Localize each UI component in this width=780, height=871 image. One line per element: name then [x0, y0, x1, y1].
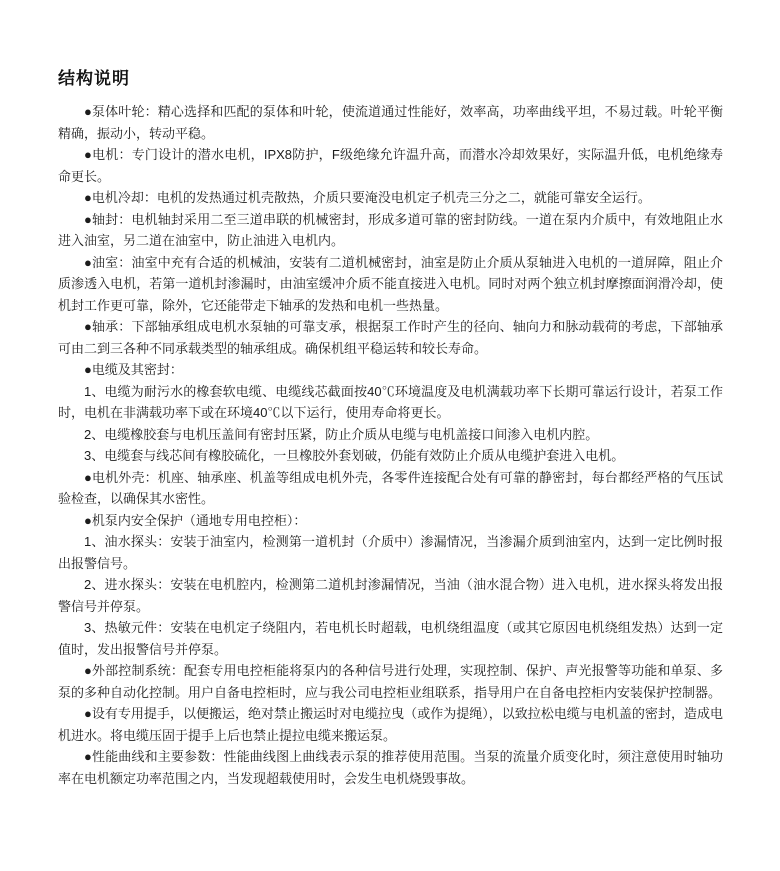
- page-title: 结构说明: [58, 69, 130, 88]
- para-protection-item-2: 2、进水探头：安装在电机腔内，检测第二道机封渗漏情况，当油（油水混合物）进入电机，进水探头将发出报警信号并停泵。: [58, 577, 723, 614]
- para-cable-item-1: 1、电缆为耐污水的橡套软电缆、电缆线芯截面按40℃环境温度及电机满载功率下长期可靠运行设计，若泵工作时，电机在非满载功率下或在环境40℃以下运行，使用寿命将更长。: [58, 383, 723, 420]
- para-safety-protection-heading: ●机泵内安全保护（通地专用电控柜）：: [84, 512, 307, 528]
- document-body: [58, 101, 723, 789]
- para-bearing: ●轴承：下部轴承组成电机水泵轴的可靠支承，根据泵工作时产生的径向、轴向力和脉动载荷的考虑，下部轴承可由二到三各种不同承载类型的轴承组成。确保机组平稳运转和较长寿命。: [58, 319, 723, 356]
- para-shaft-seal: ●轴封：电机轴封采用二至三道串联的机械密封，形成多道可靠的密封防线。一道在泵内介质中，有效地阻止水进入油室，另二道在油室中，防止油进入电机内。: [58, 211, 723, 248]
- para-cable-item-3: 3、电缆套与线芯间有橡胶硫化，一旦橡胶外套划破，仍能有效防止介质从电缆护套进入电机。: [84, 448, 625, 463]
- para-external-control: ●外部控制系统：配套专用电控柜能将泵内的各种信号进行处理，实现控制、保护、声光报警等功能和单泵、多泵的多种自动化控制。用户自备电控柜时，应与我公司电控柜业组联系，指导用户在自备电控柜内安装保护控制器。: [58, 663, 723, 700]
- para-cable-seal-heading: ●电缆及其密封：: [84, 362, 183, 377]
- para-protection-item-1: 1、油水探头：安装于油室内，检测第一道机封（介质中）渗漏情况，当渗漏介质到油室内，达到一定比例时报出报警信号。: [58, 534, 723, 571]
- para-motor: ●电机：专门设计的潜水电机，IPX8防护，F级绝缘允许温升高，而潜水冷却效果好，实际温升低，电机绝缘寿命更长。: [58, 147, 723, 184]
- para-performance-curve: ●性能曲线和主要参数：性能曲线图上曲线表示泵的推荐使用范围。当泵的流量介质变化时，须注意使用时轴功率在电机额定功率范围之内，当发现超载使用时，会发生电机烧毁事故。: [58, 749, 723, 786]
- para-motor-cooling: ●电机冷却：电机的发热通过机壳散热，介质只要淹没电机定子机壳三分之二，就能可靠安全运行。: [84, 190, 651, 205]
- para-pump-impeller: ●泵体叶轮：精心选择和匹配的泵体和叶轮，使流道通过性能好，效率高，功率曲线平坦，不易过载。叶轮平衡精确，振动小，转动平稳。: [58, 104, 723, 141]
- para-oil-chamber: ●油室：油室中充有合适的机械油，安装有二道机械密封，油室是防止介质从泵轴进入电机的一道屏障，阻止介质渗透入电机，若第一道机封渗漏时，由油室缓冲介质不能直接进入电机。同时对两个独立机封摩擦面润滑冷却，使机封工作更可靠，除外，它还能带走下轴承的发热和电机一些热量。: [58, 254, 723, 313]
- para-handle: ●设有专用提手，以便搬运，绝对禁止搬运时对电缆拉曳（或作为提绳），以致拉松电缆与电机盖的密封，造成电机进水。将电缆压固于提手上后也禁止提拉电缆来搬运泵。: [58, 706, 723, 743]
- para-protection-item-3: 3、热敏元件：安装在电机定子绕阻内，若电机长时超载，电机绕组温度（或其它原因电机绕组发热）达到一定值时，发出报警信号并停泵。: [58, 620, 723, 657]
- para-motor-housing: ●电机外壳：机座、轴承座、机盖等组成电机外壳，各零件连接配合处有可靠的静密封，每台都经严格的气压试验检查，以确保其水密性。: [58, 469, 723, 506]
- para-cable-item-2: 2、电缆橡胶套与电机压盖间有密封压紧，防止介质从电缆与电机盖接口间渗入电机内腔。: [84, 426, 599, 442]
